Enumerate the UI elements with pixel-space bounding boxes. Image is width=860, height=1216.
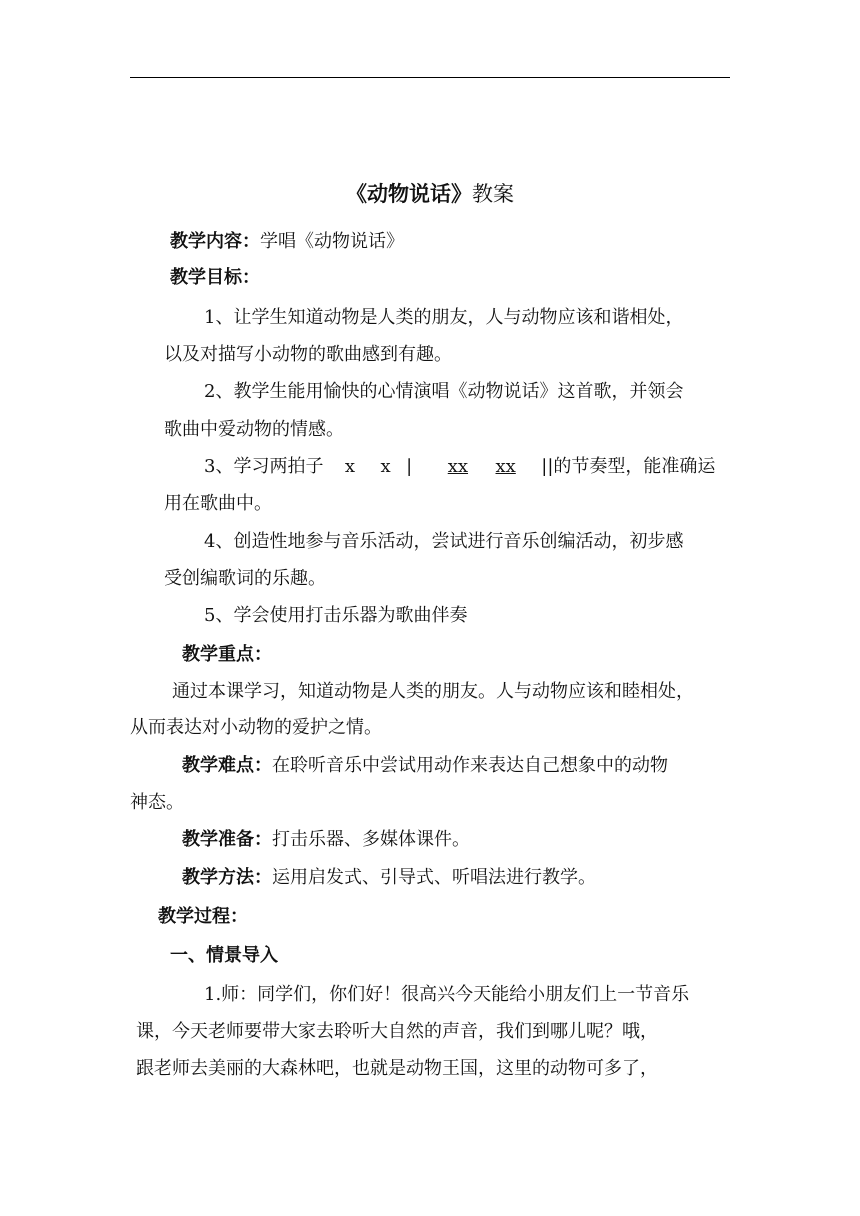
page-title — [0, 182, 860, 206]
difficulty-line-2: 神态。 — [130, 792, 184, 813]
difficulty-text: 在聆听音乐中尝试用动作来表达自己想象中的动物 — [272, 755, 668, 776]
rhythm-xx-1: xx — [447, 456, 469, 477]
difficulty-label: 教学难点： — [182, 755, 272, 776]
goal-3-suffix: 的节奏型，能准确运 — [553, 456, 716, 477]
rhythm-barline-1: | — [406, 456, 413, 477]
goal-1-line-2: 以及对描写小动物的歌曲感到有趣。 — [164, 344, 452, 365]
goal-3-prefix: 3、学习两拍子 — [204, 456, 324, 477]
para-1-line-1: 1.师：同学们，你们好！很高兴今天能给小朋友们上一节音乐 — [204, 984, 690, 1005]
para-1-line-3: 跟老师去美丽的大森林吧，也就是动物王国，这里的动物可多了， — [136, 1058, 658, 1079]
goal-3-line-2: 用在歌曲中。 — [164, 493, 272, 514]
prep-line — [182, 828, 470, 852]
method-text: 运用启发式、引导式、听唱法进行教学。 — [272, 867, 596, 888]
goal-4-line-1: 4、创造性地参与音乐活动，尝试进行音乐创编活动，初步感 — [204, 531, 684, 552]
title-bold: 《动物说话》 — [346, 181, 472, 206]
prep-text: 打击乐器、多媒体课件。 — [272, 829, 470, 850]
header-rule — [130, 77, 730, 78]
method-line — [182, 866, 596, 890]
key-heading — [182, 643, 272, 667]
difficulty-line-1 — [182, 754, 668, 778]
content-line — [170, 230, 404, 254]
goal-5: 5、学会使用打击乐器为歌曲伴奏 — [204, 605, 468, 626]
key-line-2: 从而表达对小动物的爱护之情。 — [130, 717, 382, 738]
section-1-heading — [170, 944, 278, 968]
goal-2-line-2: 歌曲中爱动物的情感。 — [164, 419, 344, 440]
goal-2-line-1: 2、教学生能用愉快的心情演唱《动物说话》这首歌，并领会 — [204, 381, 684, 402]
goal-4-line-2: 受创编歌词的乐趣。 — [164, 568, 326, 589]
process-label: 教学过程： — [158, 906, 248, 927]
goals-label: 教学目标： — [170, 267, 260, 288]
rhythm-x-2: x — [380, 456, 391, 477]
process-heading — [158, 905, 248, 929]
section-1-label: 一、情景导入 — [170, 945, 278, 966]
rhythm-barline-end: || — [541, 456, 554, 477]
goals-heading — [170, 266, 260, 290]
method-label: 教学方法： — [182, 867, 272, 888]
key-line-1: 通过本课学习，知道动物是人类的朋友。人与动物应该和睦相处， — [172, 681, 694, 702]
title-rest: 教案 — [472, 182, 514, 206]
para-1-line-2: 课，今天老师要带大家去聆听大自然的声音，我们到哪儿呢？哦， — [136, 1021, 658, 1042]
rhythm-xx-2: xx — [495, 456, 516, 477]
content-label: 教学内容： — [170, 231, 260, 252]
content-text: 学唱《动物说话》 — [260, 231, 404, 252]
goal-1-line-1: 1、让学生知道动物是人类的朋友，人与动物应该和谐相处， — [204, 307, 684, 328]
prep-label: 教学准备： — [182, 829, 272, 850]
key-label: 教学重点： — [182, 644, 272, 665]
goal-3-line-1 — [204, 455, 715, 479]
rhythm-x-1: x — [344, 456, 356, 477]
